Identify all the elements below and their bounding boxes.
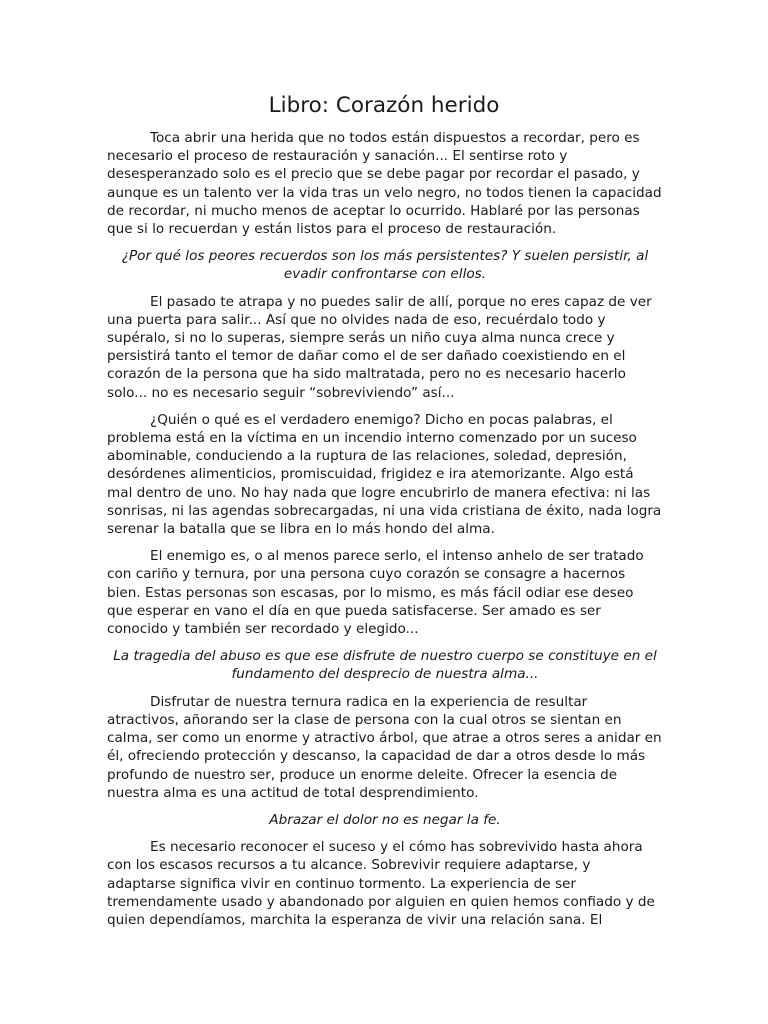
paragraph-6: Es necesario reconocer el suceso y el cómo has sobrevivido hasta ahora con los escasos recursos a tu alcance. Sobrevivir requiere adaptarse, y adaptarse significa vivir en continuo tormento. La experiencia de ser tremendamente usado y abandonado por alguien en quien hemos confiado y de quien dependíamos, marchita la esperanza de vivir una relación sana. El <box>107 839 655 928</box>
paragraph-4: El enemigo es, o al menos parece serlo, el intenso anhelo de ser tratado con cariño y ternura, por una persona cuyo corazón se consagre a hacernos bien. Estas personas son escasas, por lo mismo, es más fácil odiar ese deseo que esperar en vano el día en que pueda satisfacerse. Ser amado es ser conocido y también ser recordado y elegido... <box>107 548 644 638</box>
pull-quote-2: La tragedia del abuso es que ese disfrute de nuestro cuerpo se constituye en el fundamento del desprecio de nuestra alma... <box>113 648 657 683</box>
pull-quote-3: Abrazar el dolor no es negar la fe. <box>269 811 501 828</box>
paragraph-2: El pasado te atrapa y no puedes salir de allí, porque no eres capaz de ver una puerta para salir... Así que no olvides nada de eso, recuérdalo todo y supéralo, si no lo superas, siempre serás un niño cuya alma nunca crece y persistirá tanto el temor de dañar como el de ser dañado coexistiendo en el corazón de la persona que ha sido maltratada, pero no es necesario hacerlo solo... no es necesario seguir “sobreviviendo” así... <box>107 293 652 401</box>
document-body <box>107 129 663 938</box>
page-title: Libro: Corazón herido <box>268 93 500 118</box>
pull-quote-1: ¿Por qué los peores recuerdos son los más persistentes? Y suelen persistir, al evadir confrontarse con ellos. <box>121 248 649 283</box>
paragraph-5: Disfrutar de nuestra ternura radica en la experiencia de resultar atractivos, añorando ser la clase de persona con la cual otros se sientan en calma, ser como un enorme y atractivo árbol, que atrae a otros seres a anidar en él, ofreciendo protección y descanso, la capacidad de dar a otros desde lo más profundo de nuestro ser, produce un enorme deleite. Ofrecer la esencia de nuestra alma es una actitud de total desprendimiento. <box>107 693 662 801</box>
paragraph-3: ¿Quién o qué es el verdadero enemigo? Dicho en pocas palabras, el problema está en la víctima en un incendio interno comenzado por un suceso abominable, conduciendo a la ruptura de las relaciones, soledad, depresión, desórdenes alimenticios, promiscuidad, frigidez e ira atemorizante. Algo está mal dentro de uno. No hay nada que logre encubrirlo de manera efectiva: ni las sonrisas, ni las agendas sobrecargadas, ni una vida cristiana de éxito, nada logra serenar la batalla que se libra en lo más hondo del alma. <box>107 411 662 538</box>
paragraph-1: Toca abrir una herida que no todos están dispuestos a recordar, pero es necesario el proceso de restauración y sanación... El sentirse roto y desesperanzado solo es el precio que se debe pagar por recordar el pasado, y aunque es un talento ver la vida tras un velo negro, no todos tienen la capacidad de recordar, ni mucho menos de aceptar lo ocurrido. Hablaré por las personas que si lo recuerdan y están listos para el proceso de restauración. <box>107 130 662 238</box>
